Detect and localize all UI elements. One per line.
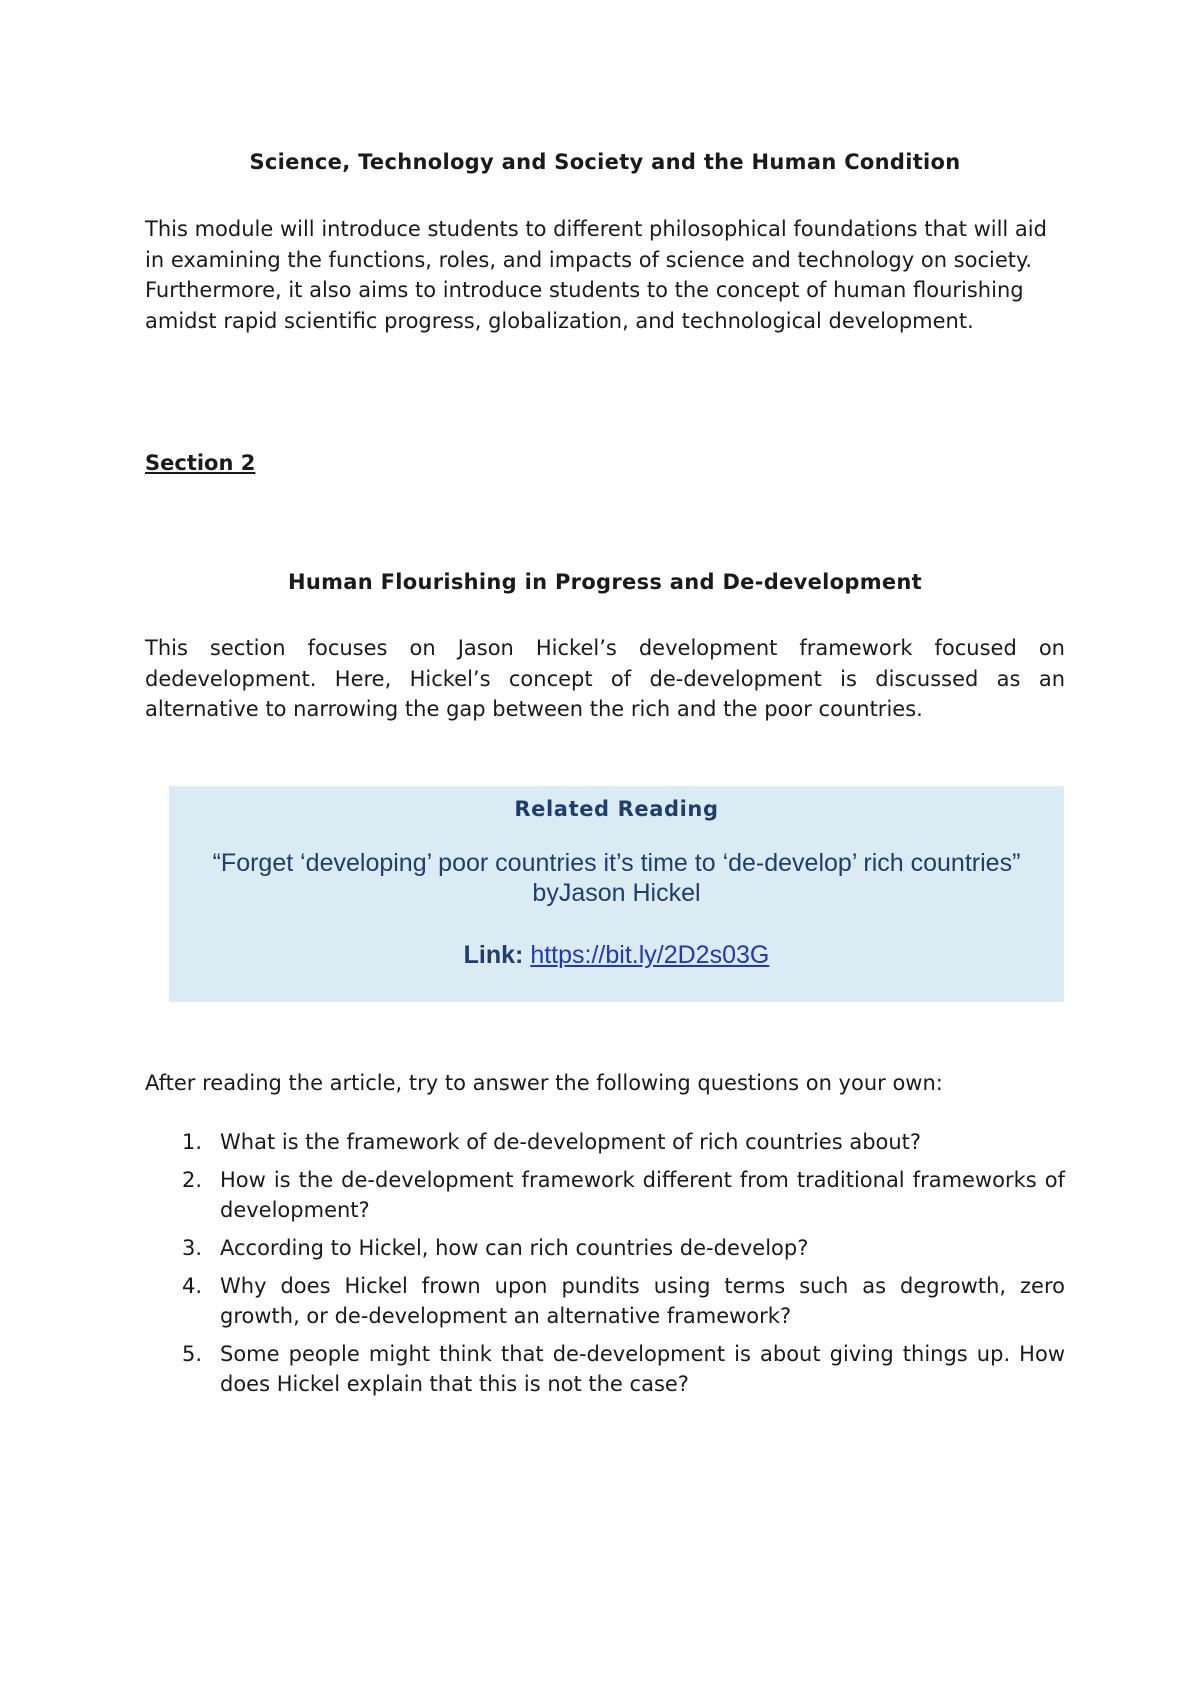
questions-list	[145, 1127, 1065, 1407]
question-item	[145, 1271, 1065, 1331]
question-text: According to Hickel, how can rich countries de-develop?	[220, 1236, 809, 1260]
section-heading: Section 2	[145, 451, 256, 475]
question-number: 4.	[182, 1274, 203, 1298]
question-item	[145, 1165, 1065, 1225]
related-reading-box	[169, 786, 1064, 1002]
questions-instructions: After reading the article, try to answer the following questions on your own:	[145, 1071, 943, 1095]
article-link[interactable]: https://bit.ly/2D2s03G	[530, 941, 770, 969]
question-text: How is the de-development framework different from traditional frameworks of development?	[220, 1168, 1065, 1222]
section-title: Human Flourishing in Progress and De-development	[287, 570, 923, 594]
related-reading-label: Related Reading	[514, 797, 719, 821]
question-text: What is the framework of de-development of rich countries about?	[220, 1130, 922, 1154]
link-label: Link:	[463, 941, 524, 969]
question-number: 1.	[182, 1130, 203, 1154]
question-number: 2.	[182, 1168, 203, 1192]
document-title: Science, Technology and Society and the Human Condition	[249, 150, 961, 174]
question-item	[145, 1127, 1065, 1157]
related-reading-link-line	[169, 941, 1064, 970]
section-intro-paragraph: This section focuses on Jason Hickel’s development framework focused on dedevelopment. Here, Hickel’s concept of de-development is discussed as an alternative to narrowing the gap between the rich and the poor countries.	[145, 636, 1065, 721]
question-text: Why does Hickel frown upon pundits using terms such as degrowth, zero growth, or de-development an alternative framework?	[220, 1274, 1065, 1328]
question-item	[145, 1339, 1065, 1399]
question-item	[145, 1233, 1065, 1263]
question-text: Some people might think that de-development is about giving things up. How does Hickel explain that this is not the case?	[220, 1342, 1065, 1396]
module-intro-paragraph: This module will introduce students to different philosophical foundations that will aid in examining the functions, roles, and impacts of science and technology on society. Furthermore, it also aims to introduce students to the concept of human flourishing amidst rapid scientific progress, globalization, and technological development.	[145, 217, 1047, 333]
related-reading-title: “Forget ‘developing’ poor countries it’s time to ‘de-develop’ rich countries” byJason Hickel	[212, 849, 1021, 907]
question-number: 5.	[182, 1342, 203, 1366]
question-number: 3.	[182, 1236, 203, 1260]
